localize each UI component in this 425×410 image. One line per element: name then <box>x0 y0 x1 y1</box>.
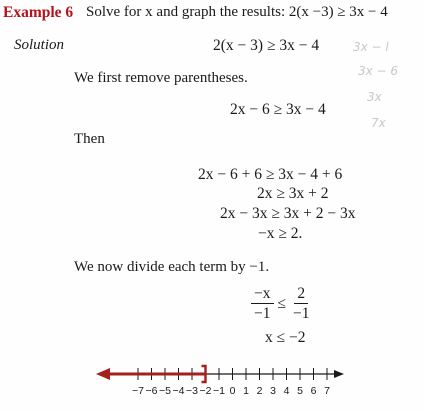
step-line-4: −x ≥ 2. <box>258 225 303 242</box>
solution-left-arrow <box>96 368 110 380</box>
final-result: x ≤ −2 <box>265 329 306 346</box>
tick-label: 7 <box>324 385 330 397</box>
tick-label: 0 <box>229 385 236 397</box>
margin-note-4: 7x <box>371 116 386 130</box>
tick-label: 6 <box>310 385 317 397</box>
given-inequality: 2(x − 3) ≥ 3x − 4 <box>213 37 320 54</box>
solution-label: Solution <box>14 37 65 53</box>
left-numerator: −x <box>251 285 274 304</box>
tick-label: 1 <box>243 385 249 397</box>
divide-note: We now divide each term by −1. <box>74 259 270 275</box>
then-note: Then <box>74 131 105 147</box>
fraction-relation: ≤ <box>277 294 287 312</box>
expanded-inequality: 2x − 6 ≥ 3x − 4 <box>230 101 326 118</box>
tick-label: −6 <box>145 385 158 397</box>
example-label: Example 6 <box>3 4 74 21</box>
tick-label: 2 <box>256 385 263 397</box>
tick-label: −4 <box>172 385 185 397</box>
tick-label: 4 <box>283 385 290 397</box>
right-fraction <box>290 285 313 322</box>
problem-prompt: Solve for x and graph the results: 2(x −3) ≥ 3x − 4 <box>86 4 388 20</box>
tick-label: −3 <box>186 385 198 397</box>
remove-parentheses-note: We first remove parentheses. <box>74 70 248 86</box>
tick-label: 5 <box>297 385 303 397</box>
margin-note-3: 3x <box>367 90 382 104</box>
axis-right-arrow <box>334 370 344 378</box>
left-fraction <box>251 285 274 322</box>
right-denominator: −1 <box>293 305 310 323</box>
step-line-1: 2x − 6 + 6 ≥ 3x − 4 + 6 <box>198 166 343 183</box>
tick-label: 3 <box>270 385 276 397</box>
step-line-2: 2x ≥ 3x + 2 <box>257 185 329 202</box>
number-line <box>0 360 425 410</box>
fraction-inequality <box>251 285 313 322</box>
tick-label: −7 <box>132 385 144 397</box>
right-numerator: 2 <box>294 285 308 304</box>
margin-note-1: 3x − l <box>353 40 389 54</box>
tick-label: −1 <box>213 385 225 397</box>
margin-note-2: 3x − 6 <box>358 64 399 78</box>
tick-label: −5 <box>159 385 171 397</box>
step-line-3: 2x − 3x ≥ 3x + 2 − 3x <box>220 205 356 222</box>
left-denominator: −1 <box>254 305 271 323</box>
tick-label: −2 <box>199 385 212 397</box>
